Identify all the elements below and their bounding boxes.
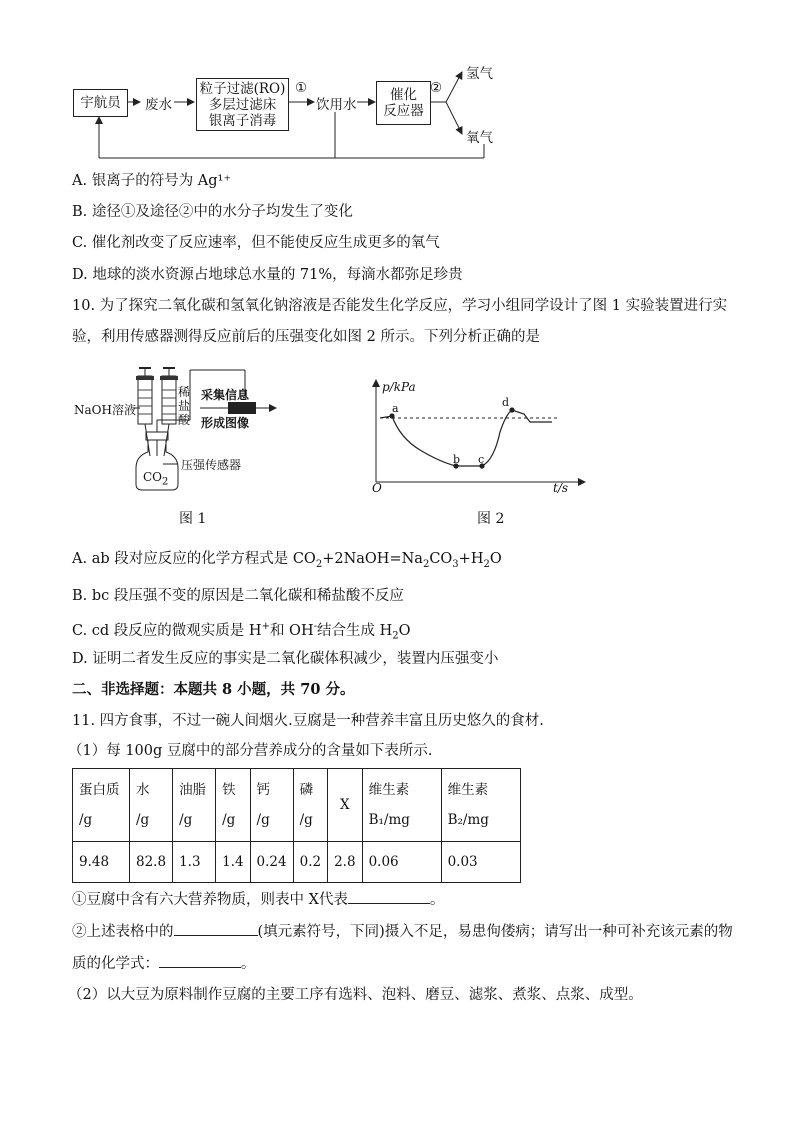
- q10-stem-line1: 10. 为了探究二氧化碳和氢氧化钠溶液是否能发生化学反应，学习小组同学设计了图 1 实验装置进行实: [72, 298, 728, 314]
- table-cell: 1.3: [173, 842, 216, 883]
- q10-a-text3: CO: [429, 551, 453, 567]
- header-cell: [216, 769, 250, 842]
- header-cell: [328, 769, 362, 842]
- acid-label-2: 盐: [178, 399, 191, 413]
- reactor-line-2: 反应器: [383, 103, 424, 119]
- collect-info-label: 采集信息: [201, 388, 250, 402]
- header-line: 维生素: [368, 782, 410, 798]
- point-a-label: a: [392, 402, 399, 415]
- header-unit: B₂/mg: [447, 812, 489, 828]
- header-unit: B₁/mg: [368, 812, 410, 828]
- header-unit: /g: [136, 812, 150, 828]
- drinking-water-label: 饮用水: [316, 97, 357, 113]
- answer-blank-2[interactable]: [174, 921, 258, 936]
- step2-label: ②: [430, 80, 443, 96]
- q10-option-c: [72, 617, 411, 647]
- q11-part1-text: ①豆腐中含有六大营养物质，则表中 X代表: [72, 892, 348, 908]
- q11-part2-end: 。: [241, 956, 256, 972]
- q11-part2-text3: 质的化学式：: [72, 956, 159, 972]
- q10-a-sub4: 2: [483, 558, 490, 570]
- acid-label-3: 酸: [178, 413, 191, 427]
- table-cell: 0.03: [441, 842, 520, 883]
- q10-c-sub: 2: [392, 630, 399, 642]
- waste-water-label: 废水: [145, 97, 172, 113]
- q10-c-sup2: -: [313, 621, 317, 632]
- table-cell: 1.4: [216, 842, 250, 883]
- q10-a-text5: O: [489, 551, 502, 567]
- astronaut-box: [73, 89, 128, 117]
- q9-option-a: A. 银离子的符号为 Ag¹⁺: [72, 173, 232, 189]
- header-cell: [362, 769, 441, 842]
- filter-line-1: 粒子过滤(RO): [199, 80, 286, 97]
- header-line: X: [340, 797, 350, 813]
- q10-c-text1: C. cd 段反应的微观实质是 H: [72, 622, 262, 639]
- filter-box: [196, 78, 289, 131]
- q9-option-c: C. 催化剂改变了反应速率，但不能使反应生成更多的氧气: [72, 235, 440, 251]
- q11-part2-cont: [72, 953, 256, 974]
- q10-option-b: B. bc 段压强不变的原因是二氧化碳和稀盐酸不反应: [72, 588, 404, 604]
- header-line: 磷: [299, 782, 314, 798]
- figure-1-caption: 图 1: [179, 511, 207, 527]
- header-unit: /g: [179, 812, 193, 828]
- q10-a-text4: +H: [458, 551, 484, 567]
- header-cell: [293, 769, 327, 842]
- q11-part2-text1: ②上述表格中的: [72, 924, 174, 940]
- q10-option-a: [72, 549, 502, 575]
- q11-part2: [72, 921, 733, 942]
- q11-intro: 11. 四方食事，不过一碗人间烟火.豆腐是一种营养丰富且历史悠久的食材.: [72, 713, 544, 729]
- header-cell: [173, 769, 216, 842]
- q11-part1: [72, 889, 444, 910]
- figure-2-caption: 图 2: [477, 511, 505, 527]
- header-unit: /g: [222, 812, 236, 828]
- q10-c-text3: 结合生成 H: [317, 622, 393, 639]
- header-cell: [130, 769, 173, 842]
- header-cell: [441, 769, 520, 842]
- reactor-line-1: 催化: [390, 87, 417, 103]
- header-line: 油脂: [179, 782, 207, 798]
- q9-option-b: B. 途径①及途径②中的水分子均发生了变化: [72, 204, 353, 220]
- table-cell: 0.2: [293, 842, 327, 883]
- table-header-row: [73, 769, 521, 842]
- q10-option-d: D. 证明二者发生反应的事实是二氧化碳体积减少，装置内压强变小: [72, 651, 499, 667]
- step1-label: ①: [295, 80, 308, 96]
- q11-part1-end: 。: [429, 892, 445, 908]
- acid-label-1: 稀: [178, 385, 191, 399]
- q10-stem-line2: 验，利用传感器测得反应前后的压强变化如图 2 所示。下列分析正确的是: [72, 329, 540, 345]
- table-row: [73, 842, 521, 883]
- oxygen-label: 氧气: [466, 130, 493, 146]
- answer-blank-1[interactable]: [348, 889, 430, 904]
- header-cell: [73, 769, 130, 842]
- filter-line-3: 银离子消毒: [208, 112, 277, 129]
- table-cell: 9.48: [73, 842, 130, 883]
- header-unit: /g: [256, 812, 270, 828]
- q10-a-sub3: 3: [452, 558, 459, 570]
- point-c-label: c: [478, 453, 485, 466]
- header-line: 蛋白质: [79, 782, 120, 798]
- hydrogen-label: 氢气: [466, 66, 493, 82]
- header-line: 维生素: [447, 782, 489, 798]
- q10-c-text4: O: [398, 622, 411, 639]
- table-cell: 2.8: [328, 842, 362, 883]
- header-line: 铁: [222, 782, 236, 798]
- naoh-label: NaOH溶液: [74, 403, 136, 417]
- co2-text: CO: [143, 470, 163, 484]
- header-line: 钙: [256, 782, 271, 798]
- q10-c-text2: 和 OH: [269, 622, 314, 639]
- header-unit: /g: [299, 812, 313, 828]
- table-cell: 0.06: [362, 842, 441, 883]
- header-line: 水: [136, 782, 150, 798]
- q10-a-sub2: 2: [422, 558, 430, 570]
- point-d: [509, 407, 514, 412]
- point-b-label: b: [453, 453, 461, 466]
- co2-sub: 2: [162, 476, 169, 488]
- section-2-heading: 二、非选择题：本题共 8 小题，共 70 分。: [72, 681, 355, 698]
- header-unit: /g: [79, 812, 93, 828]
- answer-blank-3[interactable]: [159, 953, 241, 968]
- x-axis-label: t/s: [553, 481, 569, 495]
- table-cell: 82.8: [130, 842, 173, 883]
- q10-a-text2: +2NaOH=Na: [322, 551, 423, 567]
- y-axis-label: p/kPa: [382, 380, 416, 394]
- point-d-label: d: [502, 396, 510, 409]
- filter-line-2: 多层过滤床: [208, 96, 277, 113]
- q10-a-sub1: 2: [315, 558, 323, 570]
- astronaut-label: 宇航员: [80, 95, 121, 111]
- table-cell: 0.24: [250, 842, 293, 883]
- header-cell: [250, 769, 293, 842]
- form-image-label: 形成图像: [201, 416, 250, 430]
- q11-sub1: （1）每 100g 豆腐中的部分营养成分的含量如下表所示.: [68, 743, 433, 759]
- pressure-sensor-label: 压强传感器: [181, 458, 242, 472]
- origin-label: O: [372, 481, 382, 495]
- q10-c-sup1: +: [261, 621, 270, 632]
- q11-sub2: （2）以大豆为原料制作豆腐的主要工序有选料、泡料、磨豆、滤浆、煮浆、点浆、成型。: [68, 987, 643, 1003]
- nutrition-table: [72, 768, 521, 883]
- reactor-box: [376, 81, 431, 125]
- q11-part2-text2: (填元素符号，下同)摄入不足，易患佝偻病；请写出一种可补充该元素的物: [257, 924, 733, 940]
- q10-a-text1: A. ab 段对应反应的化学方程式是 CO: [72, 551, 316, 567]
- q9-option-d: D. 地球的淡水资源占地球总水量的 71%，每滴水都弥足珍贵: [72, 267, 463, 283]
